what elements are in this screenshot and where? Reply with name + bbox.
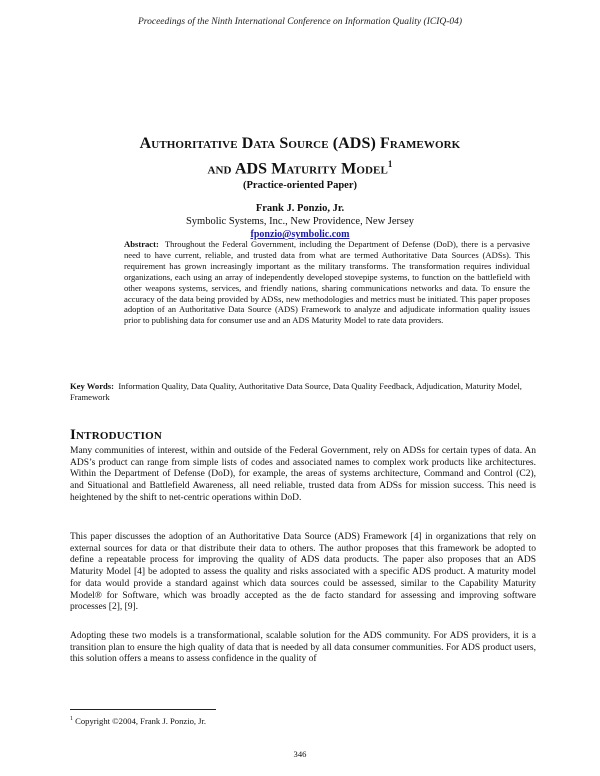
abstract-label: Abstract: — [124, 239, 159, 249]
title-footnote-mark: 1 — [387, 159, 393, 169]
intro-paragraph-1: Many communities of interest, within and outside of the Federal Government, rely on ADSs for certain types of data. An ADS’s product can range from simple lists of codes and associated names to complex work products like architectures. Within the Department of Defense (DoD), for example, the areas of systems architecture, Command and Control (C2), and Situational and Battlefield Awareness, all need reliable, trusted data from ADSs for mission success. This need is heightened by the shift to net-centric operations within DoD. — [70, 446, 536, 503]
paper-title-line-2-text: and ADS Maturity Model — [207, 160, 388, 178]
page-number: 346 — [293, 749, 307, 759]
keywords-label: Key Words: — [70, 381, 115, 391]
title-block — [0, 134, 600, 241]
abstract-text: Throughout the Federal Government, including the Department of Defense (DoD), there is a pervasive need to have current, reliable, and trusted data from what are termed Authoritative Data Sources (ADSs). This requirement has grown increasingly important as the military transforms. The transformation requires individual organizations, each using an array of independently developed stovepipe systems, to function on the battlefield with other weapons systems, services, and friendly nations, sharing communications networks and data. To ensure the accuracy of the data being provided by ADSs, new methodologies and metrics must be initiated. This paper proposes adoption of an Authoritative Data Source (ADS) Framework to analyze and adjudicate information quality issues prior to publishing data for consumer use and an ADS Maturity Model to rate data providers. — [124, 239, 530, 326]
running-header: Proceedings of the Ninth International Conference on Information Quality (ICIQ-04) — [137, 17, 463, 27]
footnote — [70, 716, 206, 726]
footnote-divider — [70, 709, 216, 710]
author-name: Frank J. Ponzio, Jr. — [255, 203, 345, 215]
section-heading-introduction: Introduction — [70, 427, 162, 443]
intro-paragraph-2: This paper discusses the adoption of an Authoritative Data Source (ADS) Framework [4] in organizations that rely on external sources for data or that distribute their data to others. The author proposes that this framework be adopted to define a repeatable process for improving the quality of ADS data products. The paper also proposes that an ADS Maturity Model [4] be adopted to assess the quality and risks associated with a specific ADS product. A maturity model for data would provide a standard against which data sources could be assessed, similar to the Capability Maturity Model® for Software, which was broadly accepted as the de facto standard for assessing and improving software processes [2], [9]. — [70, 532, 536, 613]
author-affiliation: Symbolic Systems, Inc., New Providence, New Jersey — [185, 216, 415, 228]
keywords-text: Information Quality, Data Quality, Authoritative Data Source, Data Quality Feedback, Adjudication, Maturity Model, Framework — [70, 381, 522, 402]
keywords — [70, 381, 536, 403]
intro-paragraph-3: Adopting these two models is a transformational, scalable solution for the ADS community. For ADS providers, it is a transition plan to ensure the high quality of data that is needed by all data consumer communities. For ADS product users, this solution offers a means to assess confidence in the quality of — [70, 631, 536, 665]
footnote-text: Copyright ©2004, Frank J. Ponzio, Jr. — [75, 716, 207, 726]
paper-subtitle: (Practice-oriented Paper) — [243, 180, 357, 192]
author-email-link[interactable]: fponzio@symbolic.com — [250, 229, 350, 241]
footnote-mark: 1 — [70, 716, 73, 723]
paper-title-line-2 — [0, 154, 600, 179]
abstract — [124, 239, 530, 326]
paper-title-line-1: Authoritative Data Source (ADS) Framework — [139, 135, 461, 152]
